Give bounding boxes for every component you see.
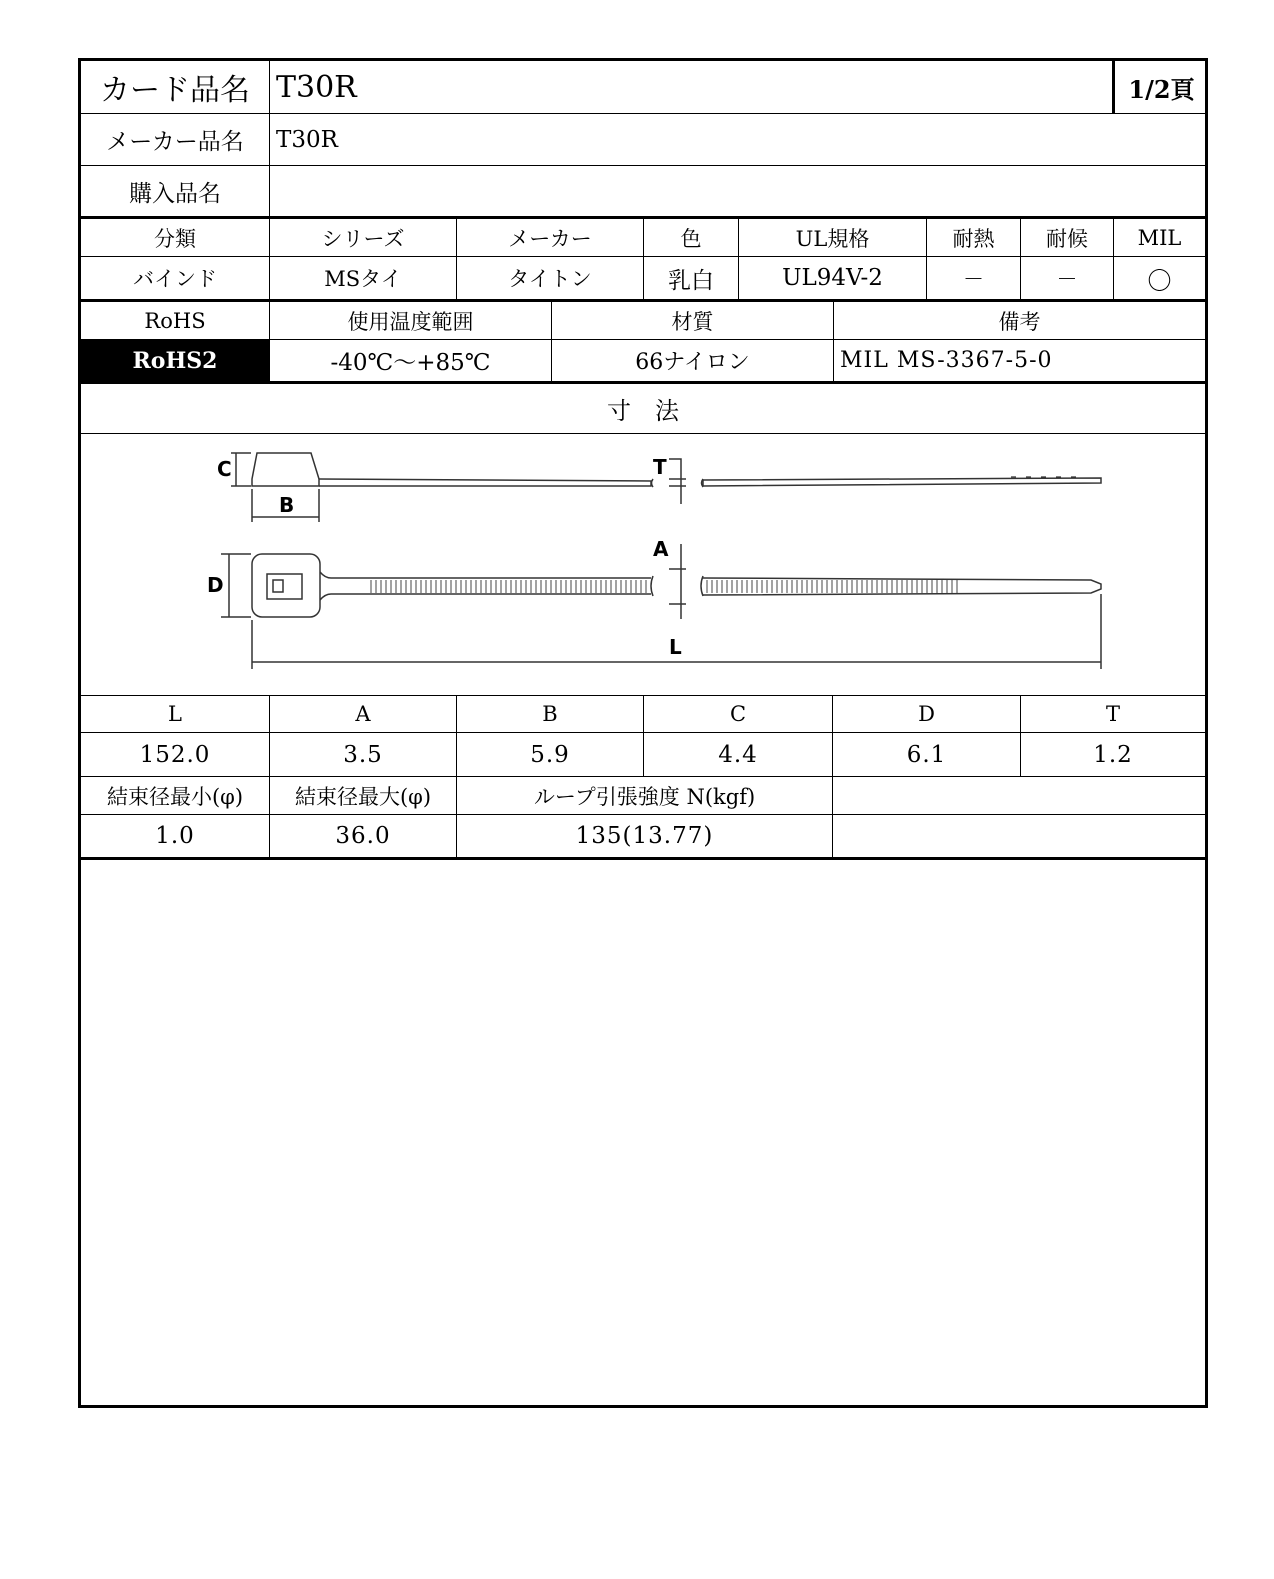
purchase-part-value [270,166,1205,216]
bundle-value: 1.0 [81,815,270,857]
compliance-header: 使用温度範囲 [270,302,552,339]
dim-label-d: D [207,573,224,597]
dimension-value: 5.9 [457,733,644,776]
dimensions-title-row [81,384,1205,434]
dimension-value: 1.2 [1093,741,1133,768]
compliance-header: 材質 [552,302,834,339]
dimension-header: T [1105,702,1120,726]
bundle-value-row [81,815,1205,860]
spec-header: UL規格 [739,219,927,256]
spec-value-row [81,257,1205,302]
bundle-header: 結束径最小(φ) [81,777,270,814]
spec-sheet [78,58,1208,1408]
dimension-value: 152.0 [81,733,270,776]
card-row [81,61,1205,114]
dimension-value: 4.4 [644,733,833,776]
spec-header-row [81,219,1205,257]
bundle-value [833,815,1205,857]
dimensions-title: 寸 法 [607,397,679,425]
spec-value: － [1021,257,1114,299]
dimension-header: B [457,696,644,732]
rohs-badge: RoHS2 [81,340,270,381]
spec-value: 〇 [1147,266,1172,295]
dimension-header: C [644,696,833,732]
dimension-value: 6.1 [833,733,1021,776]
bundle-value: 36.0 [270,815,457,857]
spec-value: MSタイ [270,257,457,299]
dimension-value: 3.5 [270,733,457,776]
page-number: 1/2頁 [1113,61,1208,113]
spec-value: バインド [81,257,270,299]
spec-header: シリーズ [270,219,457,256]
purchase-part-row [81,166,1205,219]
purchase-part-label: 購入品名 [81,166,270,216]
dimension-value-row [81,733,1205,777]
spec-header: 耐熱 [927,219,1021,256]
dimension-header: L [81,696,270,732]
notes-area [81,860,1205,1405]
maker-part-value: T30R [276,126,338,153]
spec-header: 色 [644,219,739,256]
bundle-header-row [81,777,1205,815]
bundle-header: ループ引張強度 N(kgf) [457,777,833,814]
dimension-header-row [81,696,1205,733]
spec-header: 耐候 [1021,219,1114,256]
bundle-value: 135(13.77) [457,815,833,857]
drawing-row [81,434,1205,696]
spec-value: UL94V-2 [739,257,927,299]
dim-label-c: C [217,457,232,481]
dim-label-t: T [653,455,667,479]
compliance-header: 備考 [998,309,1041,334]
maker-part-label: メーカー品名 [81,114,270,165]
bundle-header: 結束径最大(φ) [270,777,457,814]
dimension-header: D [833,696,1021,732]
bundle-header [833,777,1205,814]
dim-label-b: B [279,493,295,517]
spec-header: 分類 [81,219,270,256]
card-label: カード品名 [81,61,270,113]
cable-tie-drawing [81,434,1205,694]
temperature-range: -40℃～+85℃ [270,340,552,381]
compliance-header-row [81,302,1205,340]
spec-header: メーカー [457,219,644,256]
spec-value: 乳白 [644,257,739,299]
dimension-header: A [270,696,457,732]
compliance-value-row [81,340,1205,384]
dim-label-a: A [653,537,669,561]
dim-label-l: L [669,635,682,659]
card-value: T30R [270,61,1113,113]
maker-part-row [81,114,1205,166]
spec-value: － [927,257,1021,299]
spec-value: タイトン [457,257,644,299]
remarks: MIL MS-3367-5-0 [840,348,1053,373]
compliance-header: RoHS [81,302,270,339]
material: 66ナイロン [552,340,834,381]
spec-header: MIL [1137,225,1182,250]
